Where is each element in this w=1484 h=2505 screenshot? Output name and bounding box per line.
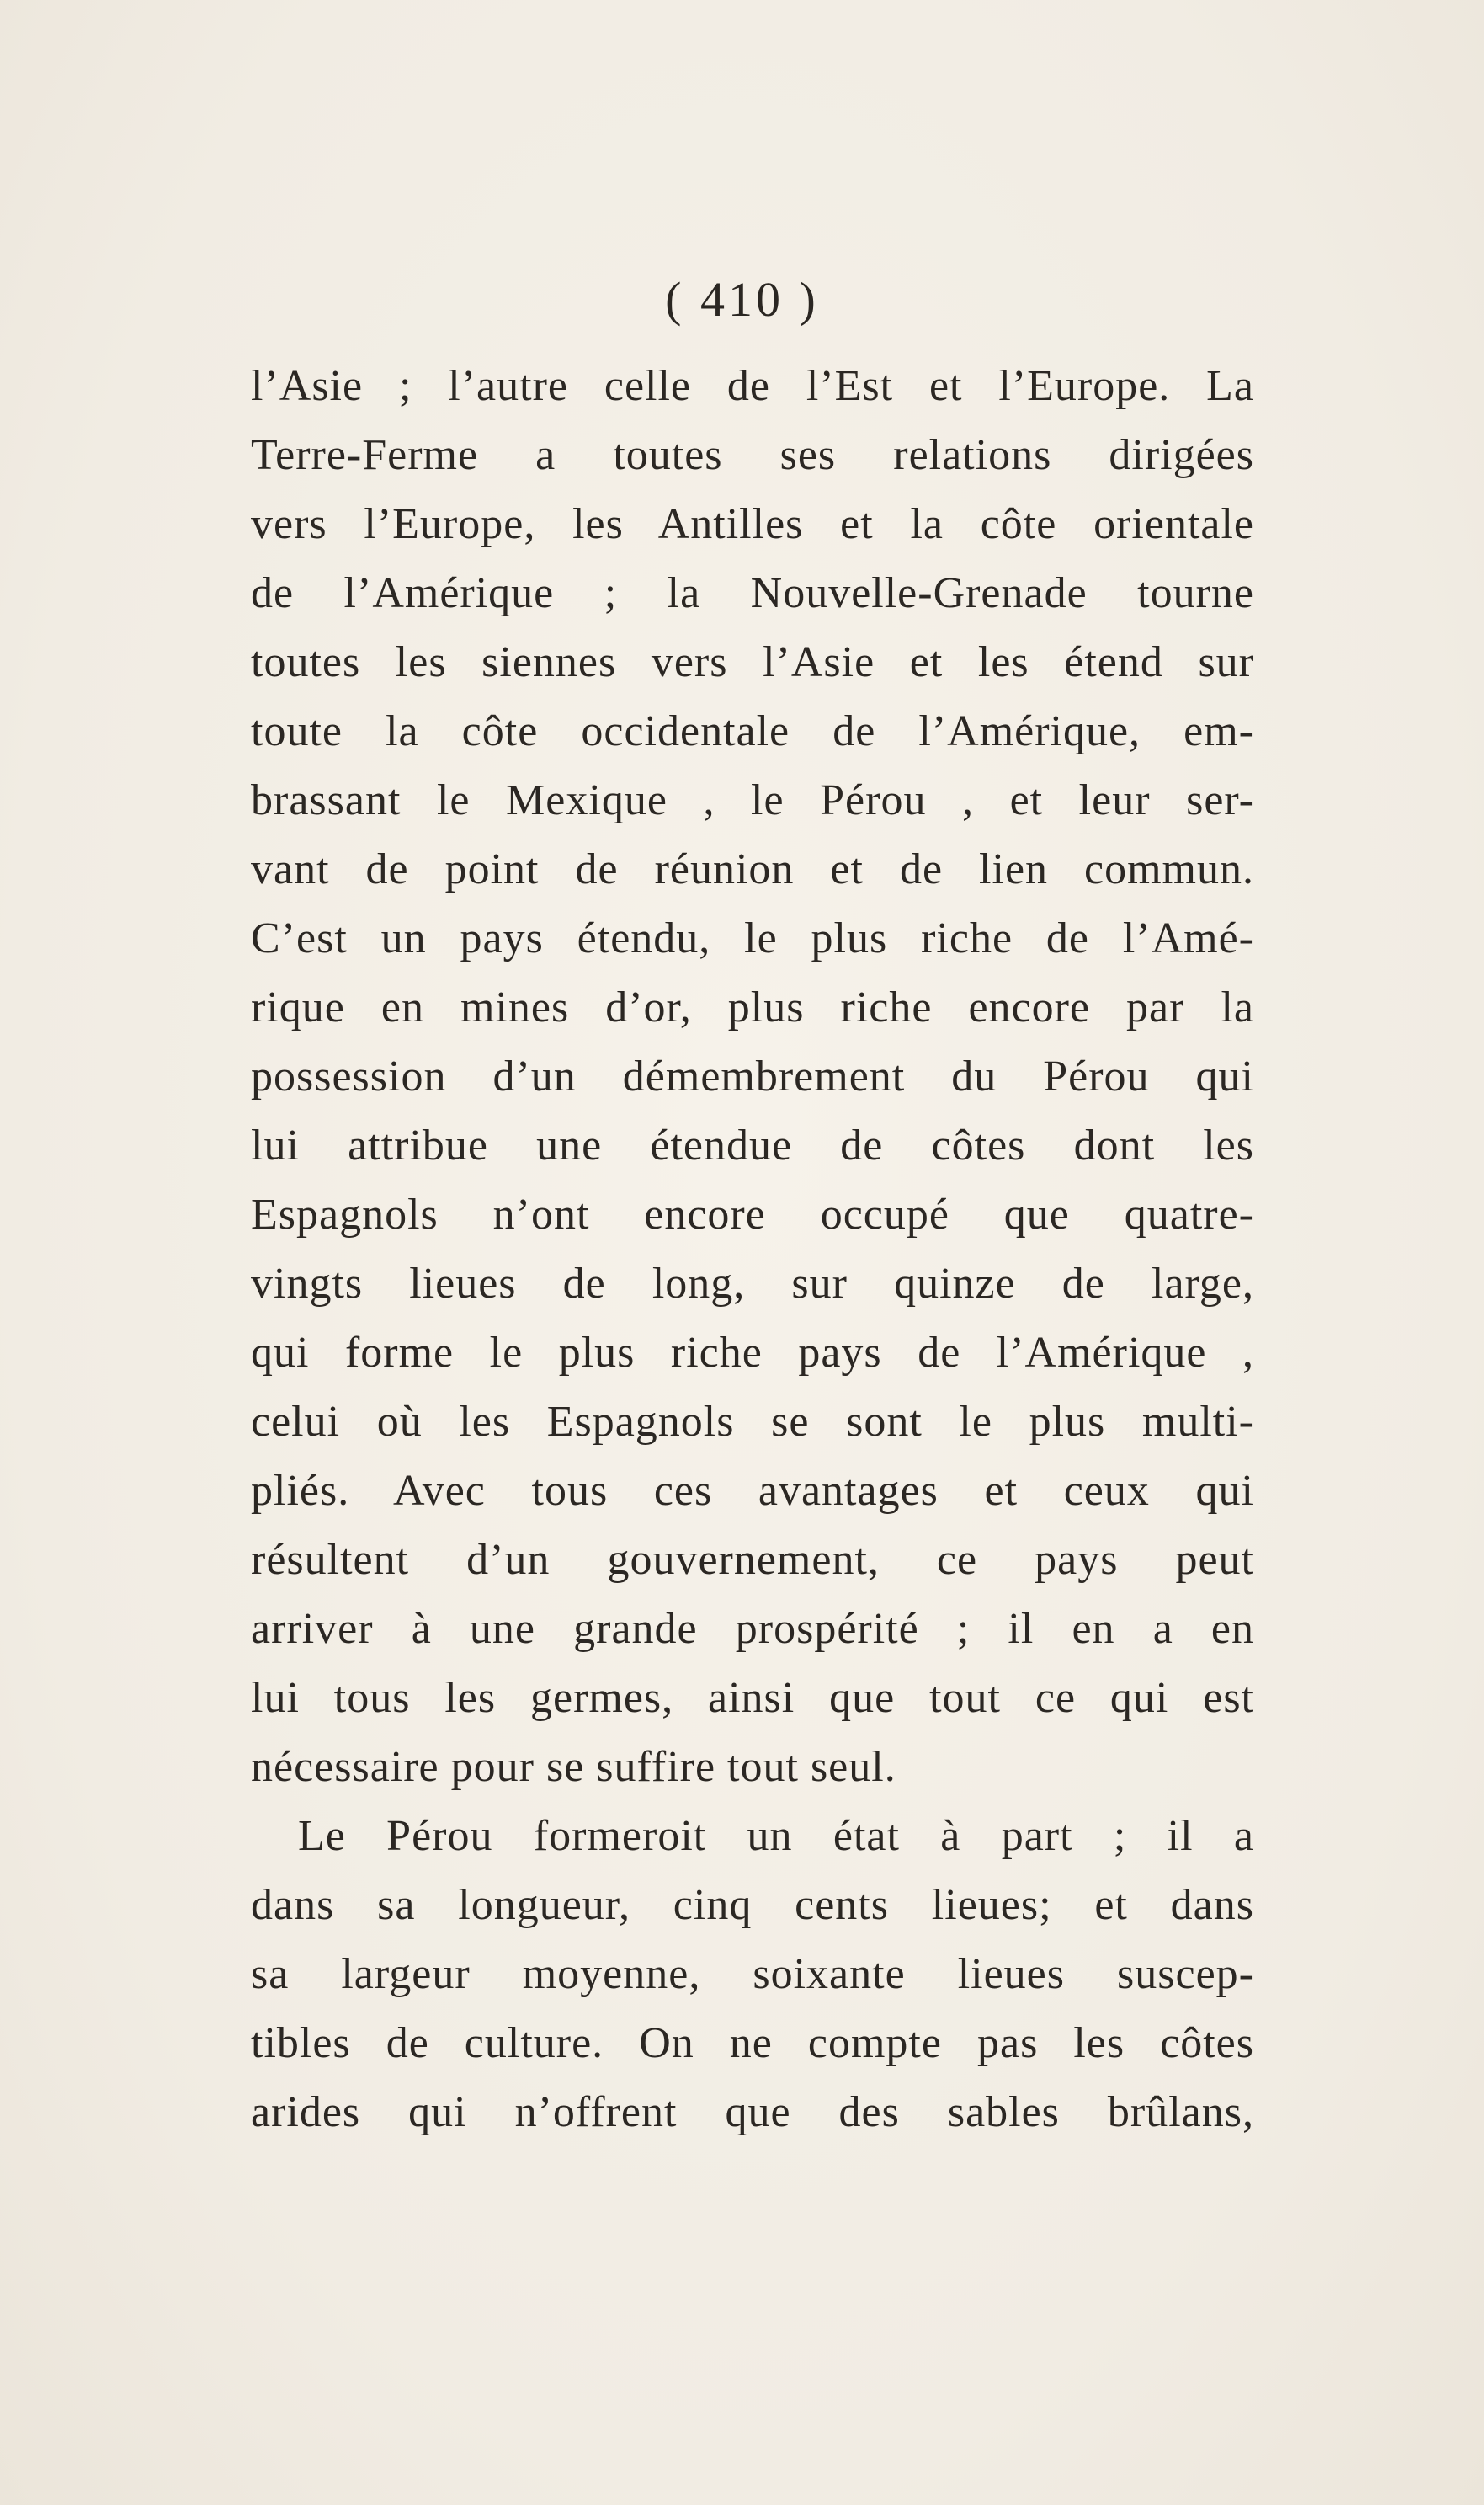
text-line: sa largeur moyenne, soixante lieues suscep- xyxy=(251,1950,1254,1998)
text-line: rique en mines d’or, plus riche encore par la xyxy=(251,983,1254,1031)
text-line: tibles de culture. On ne compte pas les côtes xyxy=(251,2019,1254,2067)
text-line: arriver à une grande prospérité ; il en a en xyxy=(251,1605,1254,1653)
text-line: toutes les siennes vers l’Asie et les étend sur xyxy=(251,638,1254,686)
body-text xyxy=(251,352,1254,2147)
text-line: possession d’un démembrement du Pérou qui xyxy=(251,1053,1254,1101)
text-line: lui attribue une étendue de côtes dont les xyxy=(251,1122,1254,1170)
text-line: Espagnols n’ont encore occupé que quatre- xyxy=(251,1191,1254,1239)
text-line: vingts lieues de long, sur quinze de large, xyxy=(251,1260,1254,1308)
text-line: nécessaire pour se suffire tout seul. xyxy=(251,1743,896,1791)
paragraph-start-line: Le Pérou formeroit un état à part ; il a xyxy=(298,1812,1254,1860)
text-line: arides qui n’offrent que des sables brûlans, xyxy=(251,2088,1254,2136)
text-line: Terre-Ferme a toutes ses relations dirigées xyxy=(251,431,1254,479)
text-line: résultent d’un gouvernement, ce pays peut xyxy=(251,1536,1254,1584)
text-line: lui tous les germes, ainsi que tout ce qui est xyxy=(251,1674,1254,1722)
text-line: pliés. Avec tous ces avantages et ceux qui xyxy=(251,1467,1254,1515)
text-line: vant de point de réunion et de lien commun. xyxy=(251,845,1254,893)
text-line: dans sa longueur, cinq cents lieues; et dans xyxy=(251,1881,1254,1929)
text-line: toute la côte occidentale de l’Amérique, em- xyxy=(251,707,1254,755)
text-line: brassant le Mexique , le Pérou , et leur ser- xyxy=(251,776,1254,824)
text-line: celui où les Espagnols se sont le plus multi- xyxy=(251,1398,1254,1446)
page-number: ( 410 ) xyxy=(665,272,819,327)
text-line: C’est un pays étendu, le plus riche de l’Amé- xyxy=(251,914,1254,962)
text-line: vers l’Europe, les Antilles et la côte orientale xyxy=(251,500,1254,548)
text-line: qui forme le plus riche pays de l’Amérique , xyxy=(251,1329,1254,1377)
text-line: l’Asie ; l’autre celle de l’Est et l’Europe. La xyxy=(251,362,1254,410)
text-line: de l’Amérique ; la Nouvelle-Grenade tourne xyxy=(251,569,1254,617)
